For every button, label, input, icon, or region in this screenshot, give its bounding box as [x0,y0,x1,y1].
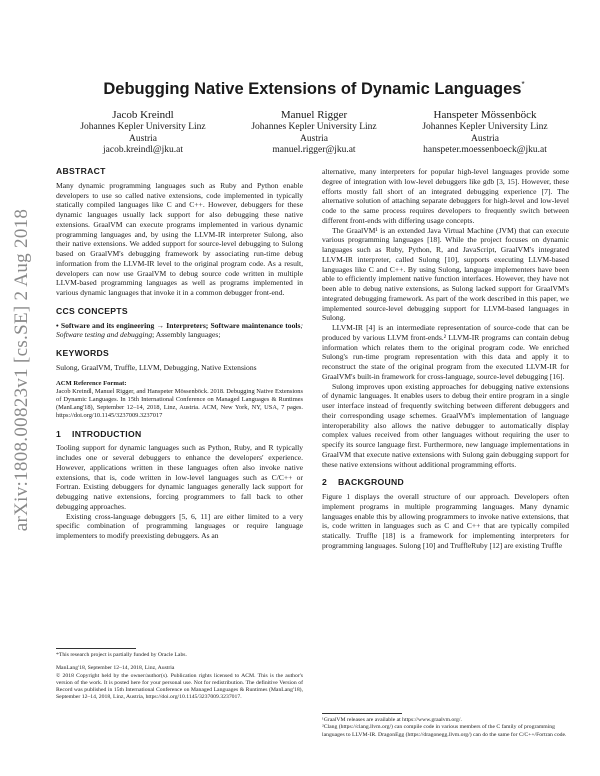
author-email[interactable]: manuel.rigger@jku.at [272,145,356,155]
paper-title-text: Debugging Native Extensions of Dynamic Languages [103,80,522,98]
background-heading [322,478,569,488]
section-title: INTRODUCTION [72,428,142,439]
author-name: Jacob Kreindl [112,109,174,121]
footnote-rule [56,648,136,649]
section-title: BACKGROUND [338,477,405,488]
author-affiliation: Johannes Kepler University Linz [422,122,548,132]
footnote-2: ²Clang (https://clang.llvm.org/) can compile code in various members of the C family of programming languages to LLVM-IR. DragonEgg (https://dragonegg.llvm.org/) can do the same for C/C++/Fortran code. [322,724,567,738]
ccs-heading: CCS CONCEPTS [56,305,128,316]
author-country: Austria [300,133,328,144]
section-number: 1 [56,428,62,439]
intro-paragraph-2: Existing cross-language debuggers [5, 6, 11] are either limited to a very specific combination of programming languages or require language implementers to modify preexisting debuggers. As an [56,511,303,541]
abstract-heading: ABSTRACT [56,166,106,176]
introduction-heading [56,430,303,440]
keywords-text: Sulong, GraalVM, Truffle, LLVM, Debugging, Native Extensions [56,362,257,372]
author-2 [229,108,399,157]
title-footnote-mark: * [521,80,525,89]
right-footnotes [322,713,569,739]
background-text: Figure 1 displays the overall structure of our approach. Developers often implement programs in multiple programming languages. Many dynamic languages enable this by allowing programmers to invoke native extensions, that is, code written in languages such as C and C++ that are typically compiled statically. Truffle [18] is a framework for implementing interpreters for programming languages. Sulong [10] and TruffleRuby [12] are existing Truffle [322,492,569,550]
author-country: Austria [129,133,157,144]
author-1 [58,108,228,157]
intro-paragraph-1: Tooling support for dynamic languages such as Python, Ruby, and R typically includes one or several debuggers to enhance the developers' experience. However, applications written in these languages often also invoke native extensions, that is, code written in low-level languages such as C/C++ or Fortran. Existing debuggers for dynamic languages generally lack support for debugging native extensions, forcing programmers to fall back to other debugging approaches. [56,443,303,511]
section-number: 2 [322,477,328,488]
footnote-rule [322,713,402,714]
intro-paragraph-6: Sulong improves upon existing approaches for debugging native extensions of dynamic languages. It enables users to debug their entire program in a single user interface instead of frequently switching between different debuggers and their corresponding usage schemes. GraalVM's implementation of language interoperability also allows the native debugger to automatically display complex values received from other languages without requiring the user to specify its source language first. Furthermore, new language implementations in GraalVM that execute native extensions with Sulong gain debugging support for these native extensions without additional programming efforts. [322,381,569,469]
ccs-term: ; Software maintenance tools [205,320,301,330]
author-affiliation: Johannes Kepler University Linz [251,122,377,132]
left-column [56,167,303,541]
right-column [322,167,569,551]
paper-title [60,80,568,99]
footnote-1: ¹GraalVM releases are available at https://www.graalvm.org/. [322,717,462,723]
abstract-text: Many dynamic programming languages such as Ruby and Python enable developers to use so called native extensions, code implemented in typically statically compiled languages like C and C++. However, debuggers for these dynamic languages usually lack support for also debugging these native extensions. GraalVM can execute programs implemented in various dynamic programming languages and, by using the LLVM-IR interpreter Sulong, also their native extensions. We added support for source-level debugging to Sulong based on GraalVM's debugging framework by associating run-time debug information from the LLVM-IR level to the original program code. As a result, developers can now use GraalVM to debug source code written in multiple LLVM-based programming languages as well as programs implemented in various dynamic languages that invoke it in a common debugger front-end. [56,180,303,297]
arxiv-stamp-text: arXiv:1808.00823v1 [cs.SE] 2 Aug 2018 [11,208,32,532]
funding-footnote: *This research project is partially funded by Oracle Labs. [56,652,187,658]
acm-reference-heading: ACM Reference Format: [56,379,127,387]
intro-paragraph-3: alternative, many interpreters for popular high-level languages provide some degree of integration with low-level debuggers like gdb [3, 15]. However, these efforts mostly fall short of an integrated debugging experience [7]. The alternative solution of attaching separate debuggers for high-level and low-level code to the same process requires developers to frequently switch between different front-ends with differing usage concepts. [322,167,569,225]
copyright-notice: © 2018 Copyright held by the owner/author(s). Publication rights licensed to ACM. This is the author's version of the work. It is posted here for your personal use. Not for redistribution. The definitive Version of Record was published in 15th International Conference on Managed Languages & Runtimes (ManLang'18), September 12–14, 2018, Linz, Austria, https://doi.org/10.1145/3237009.3237017. [56,672,303,701]
author-block [58,108,570,157]
ccs-term: ; Software testing and debugging [56,320,303,340]
ccs-term: ; Assembly languages; [152,330,221,340]
copyright-venue: ManLang'18, September 12–14, 2018, Linz, Austria [56,665,175,672]
author-3 [400,108,570,157]
author-email[interactable]: hanspeter.moessenboeck@jku.at [423,145,547,155]
acm-reference-text: Jacob Kreindl, Manuel Rigger, and Hanspeter Mössenböck. 2018. Debugging Native Extensions of Dynamic Languages. In 15th International Conference on Managed Languages & Runtimes (ManLang'18), September 12–14, 2018, Linz, Austria. ACM, New York, NY, USA, 7 pages. https://doi.org/10.1145/3237009.3237017 [56,387,303,420]
ccs-term: • Software and its engineering → Interpreters [56,320,206,330]
keywords-heading: KEYWORDS [56,348,110,358]
author-affiliation: Johannes Kepler University Linz [80,122,206,132]
ccs-concepts [56,321,303,341]
author-name: Manuel Rigger [280,109,348,121]
arxiv-stamp [4,170,40,570]
intro-paragraph-4: The GraalVM¹ is an extended Java Virtual Machine (JVM) that can execute various programming languages [18]. While the project focuses on dynamic languages such as Ruby, Python, R, and JavaScript, GraalVM's integrated LLVM-IR interpreter, called Sulong [10], supports executing LLVM-based languages like C and C++. By using Sulong, language implementers have been able to efficiently implement native function interfaces. However, they have not been able to debug native extensions, as Sulong lacked support for GraalVM's integrated debugging framework. As part of the work described in this paper, we implemented source-level debugging support for LLVM-based languages in Sulong. [322,225,569,323]
author-name: Hanspeter Mössenböck [433,109,537,121]
author-email[interactable]: jacob.kreindl@jku.at [103,145,183,155]
author-country: Austria [471,133,499,144]
left-footnotes [56,640,303,702]
intro-paragraph-5: LLVM-IR [4] is an intermediate representation of source-code that can be produced by various LLVM front-ends.² LLVM-IR programs can contain debug information which relates them to the original program code. We enriched Sulong's run-time program representation with this data and apply it to reconstruct the state of the original program from the executed LLVM-IR for GraalVM's built-in framework for cross-language, source-level debugging [16]. [322,323,569,381]
